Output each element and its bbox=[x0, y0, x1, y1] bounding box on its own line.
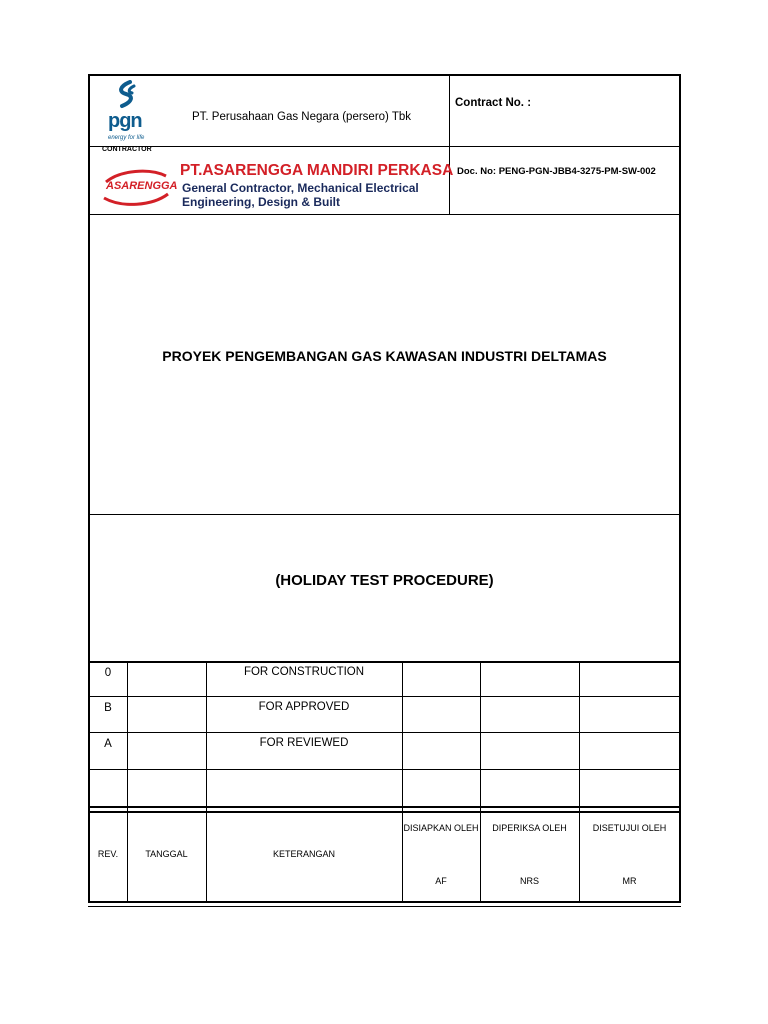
footer-disetujui-label: DISETUJUI OLEH bbox=[592, 823, 667, 833]
col-divider-diperiksa bbox=[579, 662, 580, 902]
asarengga-logo bbox=[100, 162, 178, 212]
col-divider-disiapkan bbox=[480, 662, 481, 902]
pgn-logo-text: pgn bbox=[108, 110, 142, 132]
title-section-divider bbox=[89, 514, 680, 515]
revision-table-top bbox=[89, 661, 680, 663]
footer-disiapkan-value: AF bbox=[435, 876, 447, 886]
revision-keterangan: FOR APPROVED bbox=[258, 701, 350, 713]
revision-keterangan: FOR REVIEWED bbox=[259, 737, 349, 749]
contractor-subtitle bbox=[182, 181, 419, 209]
footer-disiapkan-label: DISIAPKAN OLEH bbox=[403, 823, 479, 833]
contractor-name: PT.ASARENGGA MANDIRI PERKASA bbox=[180, 162, 454, 179]
footer-disetujui-value: MR bbox=[622, 876, 637, 886]
pgn-logo bbox=[104, 80, 148, 146]
doc-no-label: Doc. No: bbox=[457, 166, 497, 177]
contractor-subtitle-line1: General Contractor, Mechanical Electrical bbox=[182, 181, 419, 195]
footer-rev-label: REV. bbox=[97, 849, 119, 859]
revision-rev: B bbox=[104, 702, 112, 714]
revision-keterangan: FOR CONSTRUCTION bbox=[243, 666, 365, 678]
col-divider-tanggal bbox=[206, 662, 207, 902]
asarengga-logo-text: ASARENGGA bbox=[106, 180, 178, 192]
owner-name: PT. Perusahaan Gas Negara (persero) Tbk bbox=[192, 111, 412, 123]
header-row-divider bbox=[89, 146, 680, 147]
footer-table-top bbox=[89, 811, 680, 813]
project-title: PROYEK PENGEMBANGAN GAS KAWASAN INDUSTRI DELTAMAS bbox=[162, 348, 607, 364]
revision-rev: 0 bbox=[104, 667, 112, 679]
doc-no-value: PENG-PGN-JBB4-3275-PM-SW-002 bbox=[498, 166, 656, 177]
footer-double-rule bbox=[88, 906, 681, 907]
document-title: (HOLIDAY TEST PROCEDURE) bbox=[275, 572, 494, 589]
revision-table-bottom bbox=[89, 806, 680, 808]
header-bottom-line bbox=[89, 214, 680, 215]
pgn-flame-icon bbox=[104, 80, 148, 112]
footer-diperiksa-value: NRS bbox=[519, 876, 539, 886]
revision-row-line bbox=[89, 732, 680, 733]
revision-row-line bbox=[89, 696, 680, 697]
footer-diperiksa-label: DIPERIKSA OLEH bbox=[492, 823, 567, 833]
footer-tanggal-label: TANGGAL bbox=[145, 849, 188, 859]
footer-keterangan-label: KETERANGAN bbox=[272, 849, 335, 859]
pgn-logo-tagline: energy for life bbox=[108, 135, 145, 141]
contract-label: Contract No. : bbox=[455, 97, 532, 109]
contractor-subtitle-line2: Engineering, Design & Built bbox=[182, 195, 341, 209]
col-divider-keterangan bbox=[402, 662, 403, 902]
doc-no bbox=[457, 166, 656, 177]
col-divider-rev bbox=[127, 662, 128, 902]
revision-rev: A bbox=[104, 738, 112, 750]
contractor-label: CONTRACTOR bbox=[102, 146, 152, 153]
revision-row-line bbox=[89, 769, 680, 770]
header-divider bbox=[449, 75, 450, 215]
